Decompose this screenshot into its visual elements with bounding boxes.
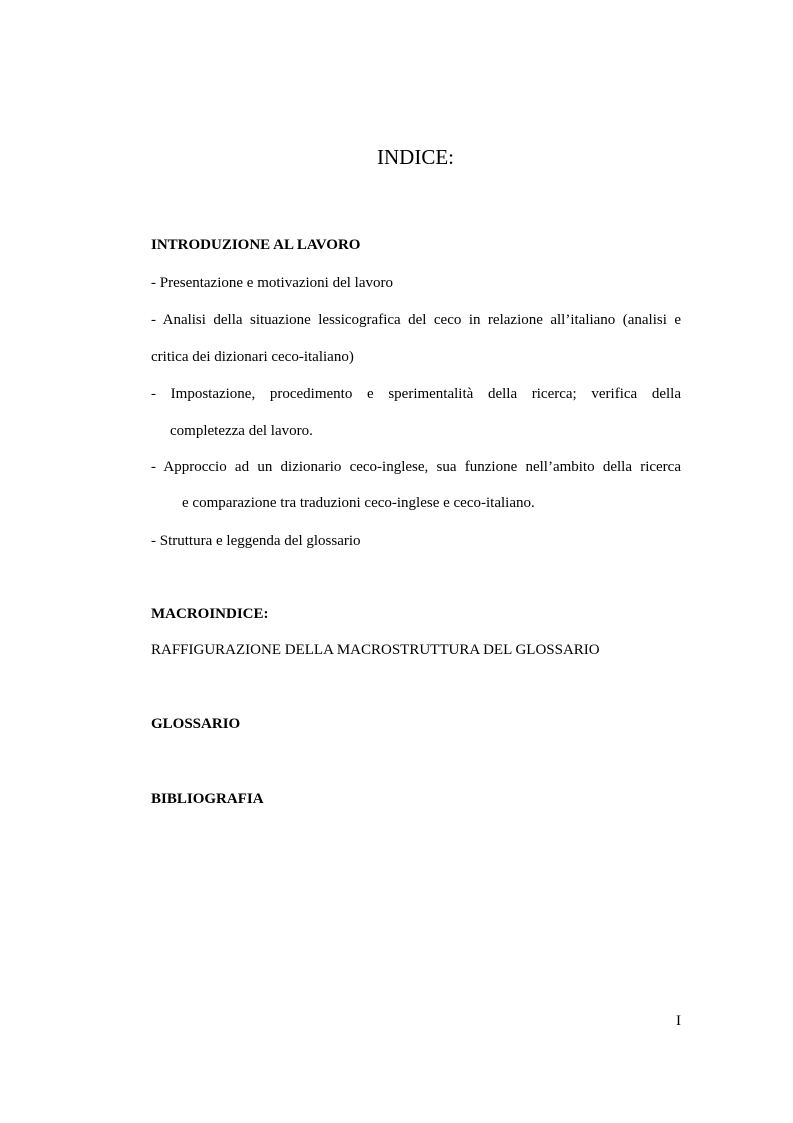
page-title: INDICE: (377, 145, 454, 169)
toc-item: - Presentazione e motivazioni del lavoro (151, 275, 393, 291)
toc-item: - Analisi della situazione lessicografica del ceco in relazione all’italiano (analisi e (151, 312, 681, 328)
toc-item: completezza del lavoro. (170, 423, 313, 439)
toc-item: - Impostazione, procedimento e sperimentalità della ricerca; verifica della (151, 386, 681, 402)
toc-item: - Approccio ad un dizionario ceco-inglese, sua funzione nell’ambito della ricerca (151, 459, 681, 475)
section-heading-introduzione: INTRODUZIONE AL LAVORO (151, 237, 361, 253)
toc-item: - Struttura e leggenda del glossario (151, 533, 361, 549)
section-heading-glossario: GLOSSARIO (151, 716, 241, 732)
section-subtitle-macroindice: RAFFIGURAZIONE DELLA MACROSTRUTTURA DEL GLOSSARIO (151, 642, 600, 658)
section-heading-bibliografia: BIBLIOGRAFIA (151, 791, 264, 807)
section-heading-macroindice: MACROINDICE: (151, 606, 269, 622)
toc-item: critica dei dizionari ceco-italiano) (151, 349, 354, 365)
page-number: I (676, 1013, 681, 1029)
toc-item: e comparazione tra traduzioni ceco-inglese e ceco-italiano. (182, 495, 535, 511)
